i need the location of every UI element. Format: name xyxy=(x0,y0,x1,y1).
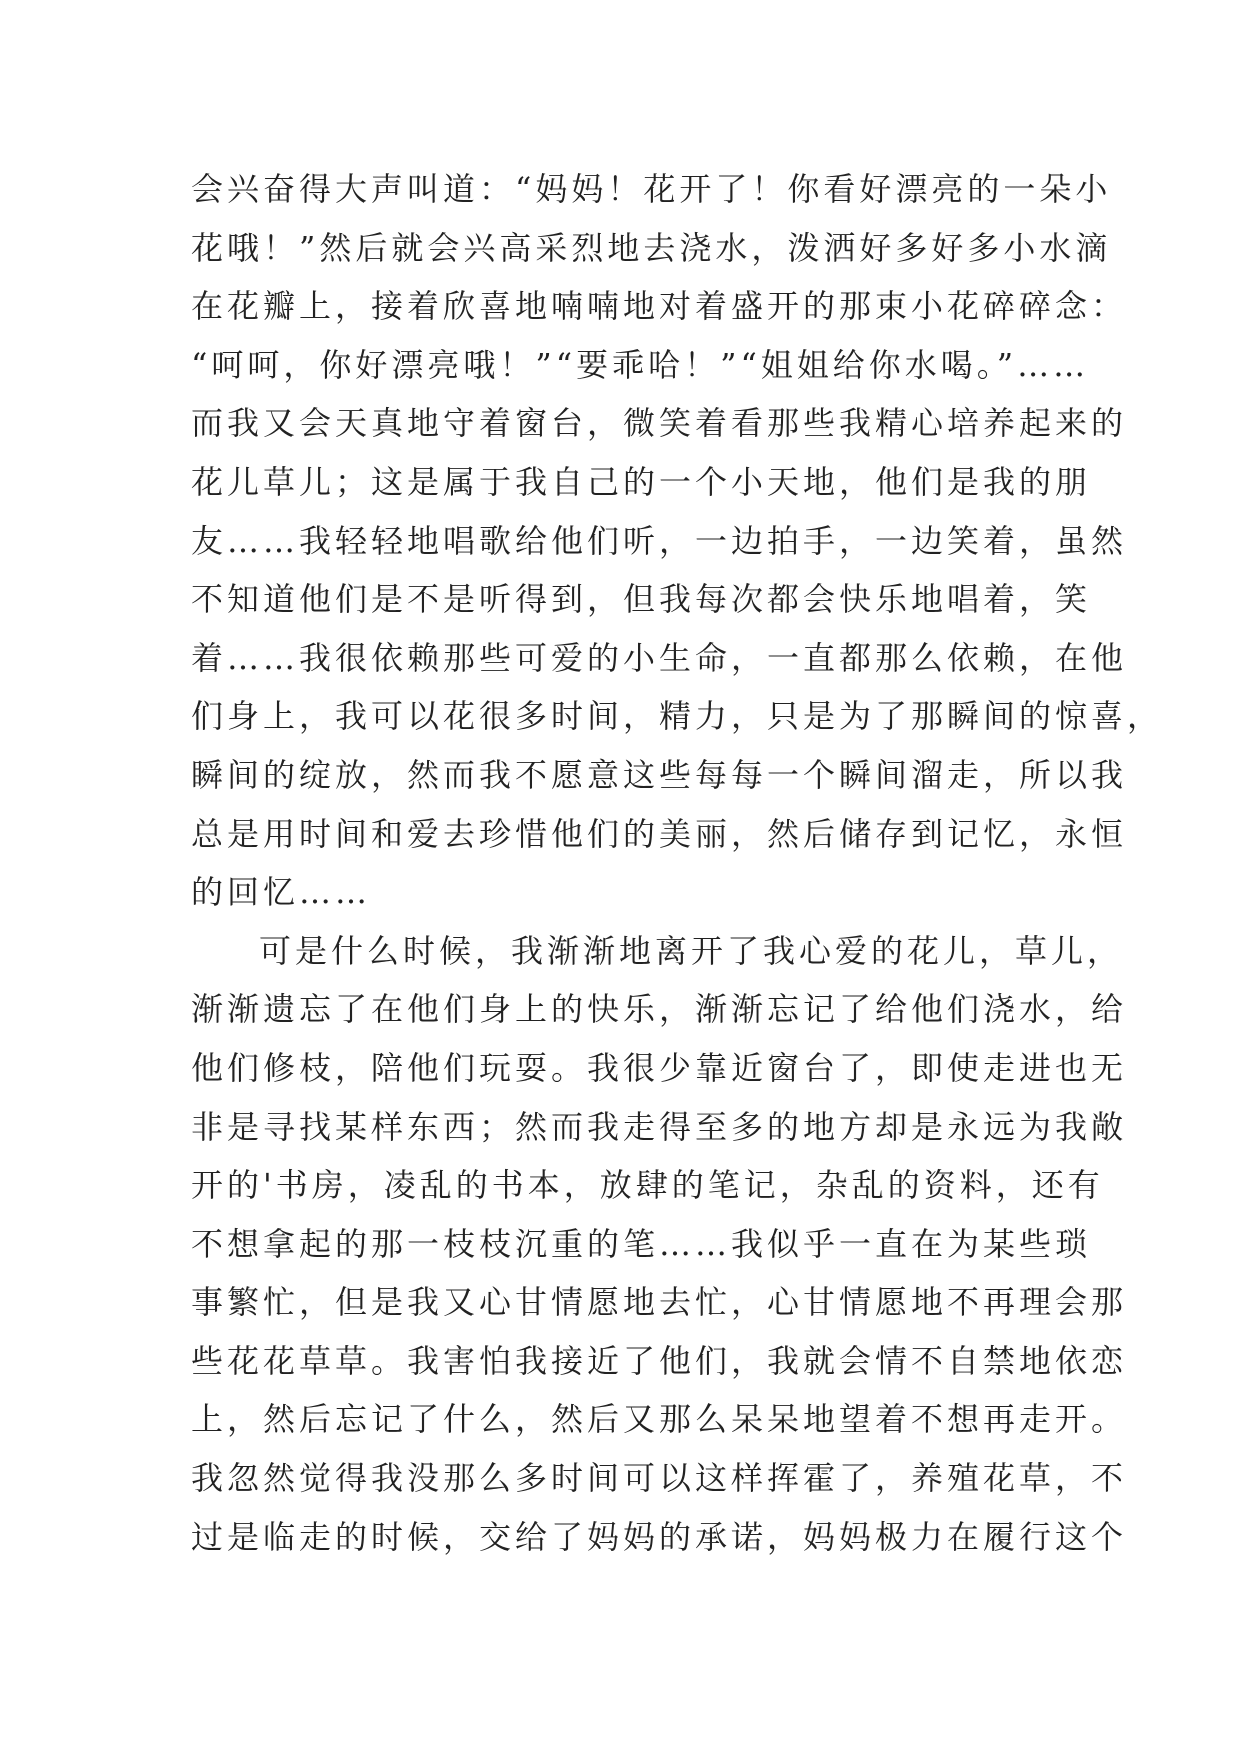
text-line: 我忽然觉得我没那么多时间可以这样挥霍了，养殖花草，不 xyxy=(191,1459,1128,1498)
text-line: 会兴奋得大声叫道：“妈妈！花开了！你看好漂亮的一朵小 xyxy=(191,170,1112,208)
text-line: 着……我很依赖那些可爱的小生命，一直都那么依赖，在他 xyxy=(191,638,1128,677)
text-line: 事繁忙，但是我又心甘情愿地去忙，心甘情愿地不再理会那 xyxy=(191,1283,1128,1322)
text-line: 而我又会天真地守着窗台，微笑着看那些我精心培养起来的 xyxy=(191,404,1128,443)
text-line: “呵呵，你好漂亮哦！”“要乖哈！”“姐姐给你水喝。”…… xyxy=(191,345,1090,384)
text-line: 友……我轻轻地唱歌给他们听，一边拍手，一边笑着，虽然 xyxy=(191,521,1128,560)
text-line: 总是用时间和爱去珍惜他们的美丽，然后储存到记忆，永恒 xyxy=(191,814,1128,853)
text-line: 们身上，我可以花很多时间，精力，只是为了那瞬间的惊喜， xyxy=(191,697,1164,736)
text-line: 在花瓣上，接着欣喜地喃喃地对着盛开的那束小花碎碎念： xyxy=(191,287,1128,326)
text-line: 渐渐遗忘了在他们身上的快乐，渐渐忘记了给他们浇水，给 xyxy=(191,990,1128,1029)
text-line: 的回忆…… xyxy=(191,873,372,912)
text-line: 过是临走的时候，交给了妈妈的承诺，妈妈极力在履行这个 xyxy=(191,1517,1128,1556)
text-line: 他们修枝，陪他们玩耍。我很少靠近窗台了，即使走进也无 xyxy=(191,1048,1128,1087)
text-line: 花哦！”然后就会兴高采烈地去浇水，泼洒好多好多小水滴 xyxy=(191,228,1112,267)
text-line: 瞬间的绽放，然而我不愿意这些每每一个瞬间溜走，所以我 xyxy=(191,755,1128,794)
text-line: 上，然后忘记了什么，然后又那么呆呆地望着不想再走开。 xyxy=(191,1400,1128,1439)
paragraph-2 xyxy=(191,922,1128,1567)
text-line: 可是什么时候，我渐渐地离开了我心爱的花儿，草儿， xyxy=(259,931,1124,970)
document-body xyxy=(191,160,1164,1566)
text-line: 花儿草儿；这是属于我自己的一个小天地，他们是我的朋 xyxy=(191,462,1092,501)
paragraph-1 xyxy=(191,160,1164,922)
text-line: 些花花草草。我害怕我接近了他们，我就会情不自禁地依恋 xyxy=(191,1341,1128,1380)
text-line: 开的'书房，凌乱的书本，放肆的笔记，杂乱的资料，还有 xyxy=(191,1166,1104,1205)
text-line: 非是寻找某样东西；然而我走得至多的地方却是永远为我敞 xyxy=(191,1107,1128,1146)
text-line: 不知道他们是不是听得到，但我每次都会快乐地唱着，笑 xyxy=(191,580,1092,619)
text-line: 不想拿起的那一枝枝沉重的笔……我似乎一直在为某些琐 xyxy=(191,1224,1092,1263)
